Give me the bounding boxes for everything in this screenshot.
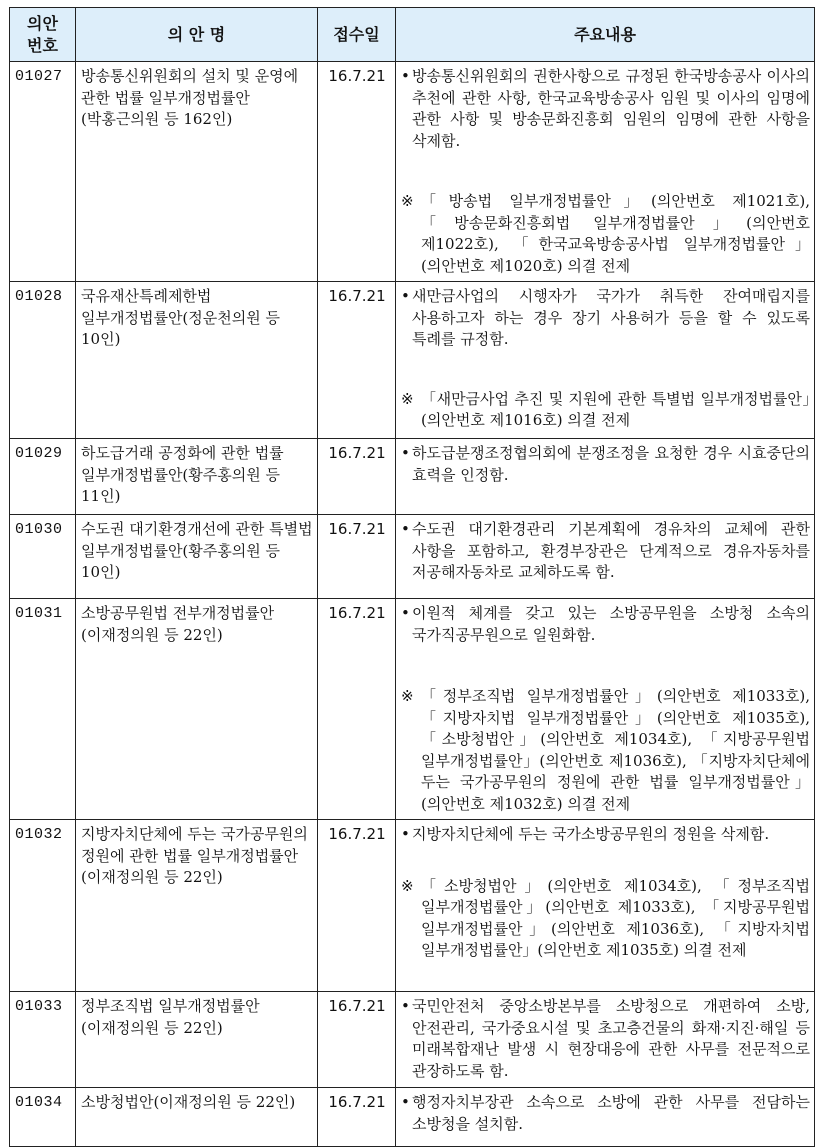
received-date: 16.7.21 (318, 599, 396, 820)
bill-number: 01027 (10, 62, 76, 282)
content-bullet: 하도급분쟁조정협의회에 분쟁조정을 요청한 경우 시효중단의 효력을 인정함. (412, 444, 810, 484)
bill-table (9, 7, 815, 1147)
bill-name: 소방청법안(이재정의원 등 22인) (76, 1088, 318, 1147)
header-received-date: 접수일 (318, 8, 396, 62)
bill-name: 소방공무원법 전부개정법률안(이재정의원 등 22인) (76, 599, 318, 820)
bullet-marker: • (401, 825, 410, 843)
note-marker: ※ (401, 389, 414, 408)
received-date: 16.7.21 (318, 282, 396, 439)
bill-name: 수도권 대기환경개선에 관한 특별법 일부개정법률안(황주홍의원 등 10인) (76, 515, 318, 599)
content-note: 「정부조직법 일부개정법률안」(의안번호 제1033호), 「지방자치법 일부개정법률안」(의안번호 제1035호), 「소방청법안」(의안번호 제1034호), 「지방공무원법 일부개정법률안」(의안번호 제1036호), 「지방자치단체에 두는 국가공무원의 정원에 관한 법률 일부개정법률안」(의안번호 제1032호) 의결 전제 (421, 687, 810, 813)
bullet-marker: • (401, 604, 410, 622)
note-marker: ※ (401, 192, 414, 210)
received-date: 16.7.21 (318, 515, 396, 599)
table-row (10, 439, 815, 515)
content-bullet: 지방자치단체에 두는 국가소방공무원의 정원을 삭제함. (412, 825, 770, 843)
content-note: 「방송법 일부개정법률안」(의안번호 제1021호), 「방송문화진흥회법 일부개정법률안」(의안번호 제1022호), 「한국교육방송공사법 일부개정법률안」(의안번호 제1020호) 의결 전제 (421, 192, 810, 275)
bullet-marker: • (401, 1093, 410, 1111)
bill-number: 01028 (10, 282, 76, 439)
table-row (10, 992, 815, 1088)
main-content (396, 282, 815, 439)
bill-name: 방송통신위원회의 설치 및 운영에 관한 법률 일부개정법률안(박홍근의원 등 162인) (76, 62, 318, 282)
main-content (396, 62, 815, 282)
content-bullet: 행정자치부장관 소속으로 소방에 관한 사무를 전담하는 소방청을 설치함. (412, 1093, 810, 1133)
content-note: 「소방청법안」(의안번호 제1034호), 「정부조직법 일부개정법률안」(의안번호 제1033호), 「지방공무원법 일부개정법률안」(의안번호 제1036호), 「지방자치법 일부개정법률안」(의안번호 제1035호) 의결 전제 (421, 876, 810, 959)
table-row (10, 599, 815, 820)
header-bill-number: 의안 번호 (10, 8, 76, 62)
table-row (10, 1088, 815, 1147)
table-row (10, 282, 815, 439)
received-date: 16.7.21 (318, 62, 396, 282)
bullet-marker: • (401, 287, 410, 305)
bill-number: 01030 (10, 515, 76, 599)
received-date: 16.7.21 (318, 439, 396, 515)
main-content (396, 599, 815, 820)
received-date: 16.7.21 (318, 992, 396, 1088)
bullet-marker: • (401, 520, 410, 538)
main-content (396, 515, 815, 599)
main-content (396, 820, 815, 992)
bill-number: 01032 (10, 820, 76, 992)
received-date: 16.7.21 (318, 1088, 396, 1147)
bullet-marker: • (401, 997, 410, 1015)
bill-name: 하도급거래 공정화에 관한 법률 일부개정법률안(황주홍의원 등 11인) (76, 439, 318, 515)
table-row (10, 820, 815, 992)
content-bullet: 수도권 대기환경관리 기본계획에 경유차의 교체에 관한 사항을 포함하고, 환경부장관은 단계적으로 경유자동차를 저공해자동차로 교체하도록 함. (412, 520, 810, 581)
main-content (396, 439, 815, 515)
content-bullet: 방송통신위원회의 권한사항으로 규정된 한국방송공사 이사의 추천에 관한 사항, 한국교육방송공사 임원 및 이사의 임명에 관한 사항 및 방송문화진흥회 임원의 임명에 관한 사항을 삭제함. (412, 67, 810, 150)
content-bullet: 이원적 체계를 갖고 있는 소방공무원을 소방청 소속의 국가직공무원으로 일원화함. (412, 604, 810, 644)
main-content (396, 992, 815, 1088)
table-row (10, 62, 815, 282)
content-bullet: 새만금사업의 시행자가 국가가 취득한 잔여매립지를 사용하고자 하는 경우 장기 사용허가 등을 할 수 있도록 특례를 규정함. (412, 287, 810, 348)
bill-number: 01031 (10, 599, 76, 820)
content-note: 「새만금사업 추진 및 지원에 관한 특별법 일부개정법률안」(의안번호 제1016호) 의결 전제 (421, 389, 810, 429)
note-marker: ※ (401, 687, 414, 705)
bill-name: 정부조직법 일부개정법률안(이재정의원 등 22인) (76, 992, 318, 1088)
bill-number: 01033 (10, 992, 76, 1088)
header-bill-name: 의 안 명 (76, 8, 318, 62)
content-bullet: 국민안전처 중앙소방본부를 소방청으로 개편하여 소방, 안전관리, 국가중요시설 및 초고층건물의 화재·지진·해일 등 미래복합재난 발생 시 현장대응에 관한 사무를 전문적으로 관장하도록 함. (412, 997, 810, 1080)
header-main-content: 주요내용 (396, 8, 815, 62)
bill-number: 01029 (10, 439, 76, 515)
main-content (396, 1088, 815, 1147)
bullet-marker: • (401, 67, 410, 85)
table-row (10, 515, 815, 599)
note-marker: ※ (401, 876, 414, 895)
header-row (10, 8, 815, 62)
bullet-marker: • (401, 444, 410, 462)
received-date: 16.7.21 (318, 820, 396, 992)
bill-name: 국유재산특례제한법 일부개정법률안(정운천의원 등 10인) (76, 282, 318, 439)
bill-name: 지방자치단체에 두는 국가공무원의 정원에 관한 법률 일부개정법률안(이재정의원 등 22인) (76, 820, 318, 992)
bill-number: 01034 (10, 1088, 76, 1147)
